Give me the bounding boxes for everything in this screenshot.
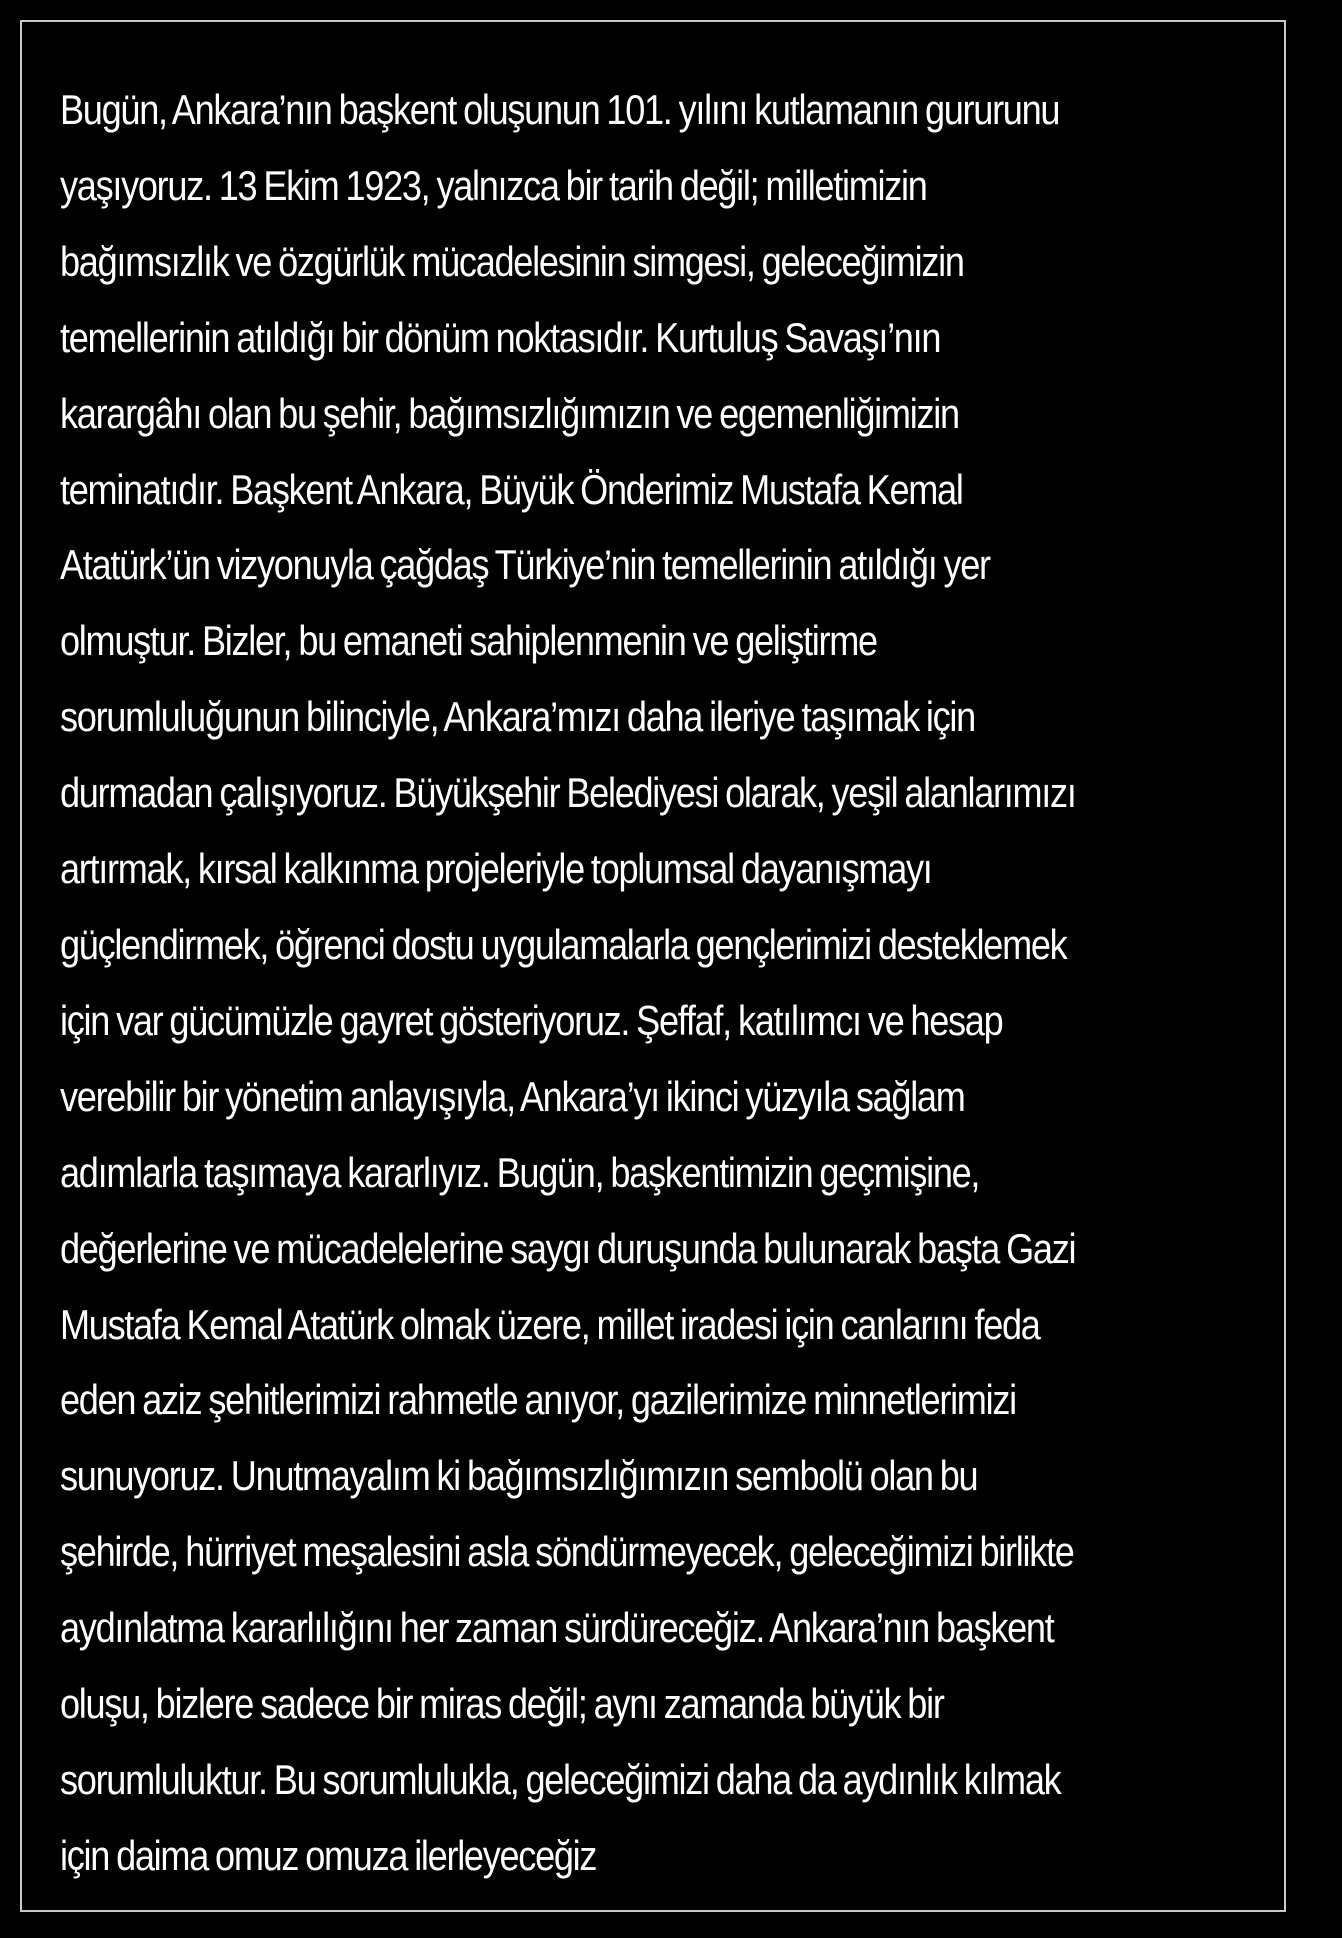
text-line: Atatürk’ün vizyonuyla çağdaş Türkiye’nin temellerinin atıldığı yer xyxy=(60,541,990,589)
text-line: aydınlatma kararlılığını her zaman sürdüreceğiz. Ankara’nın başkent xyxy=(60,1604,1054,1652)
text-line: sunuyoruz. Unutmayalım ki bağımsızlığımızın sembolü olan bu xyxy=(60,1452,978,1500)
text-line: Mustafa Kemal Atatürk olmak üzere, millet iradesi için canlarını feda xyxy=(60,1300,1040,1348)
text-line: Bugün, Ankara’nın başkent oluşunun 101. yılını kutlamanın gururunu xyxy=(60,86,1060,133)
text-line: sorumluluktur. Bu sorumlulukla, geleceğimizi daha da aydınlık kılmak xyxy=(60,1755,1061,1803)
statement-body xyxy=(60,72,1109,1894)
text-line: sorumluluğunun bilinciyle, Ankara’mızı daha ileriye taşımak için xyxy=(60,693,975,741)
text-line: değerlerine ve mücadelelerine saygı duruşunda bulunarak başta Gazi xyxy=(60,1224,1076,1272)
text-line: durmadan çalışıyoruz. Büyükşehir Belediyesi olarak, yeşil alanlarımızı xyxy=(60,769,1076,817)
text-line: artırmak, kırsal kalkınma projeleriyle toplumsal dayanışmayı xyxy=(60,845,932,893)
text-line: temellerinin atıldığı bir dönüm noktasıdır. Kurtuluş Savaşı’nın xyxy=(60,313,941,361)
text-line: oluşu, bizlere sadece bir miras değil; aynı zamanda büyük bir xyxy=(60,1680,944,1728)
text-line: karargâhı olan bu şehir, bağımsızlığımızın ve egemenliğimizin xyxy=(60,389,959,437)
text-line: güçlendirmek, öğrenci dostu uygulamalarla gençlerimizi desteklemek xyxy=(60,920,1067,968)
text-line: adımlarla taşımaya kararlıyız. Bugün, başkentimizin geçmişine, xyxy=(60,1148,980,1196)
text-line: olmuştur. Bizler, bu emaneti sahiplenmenin ve geliştirme xyxy=(60,617,877,665)
text-line: için daima omuz omuza ilerleyeceğiz xyxy=(60,1831,597,1879)
text-line: bağımsızlık ve özgürlük mücadelesinin simgesi, geleceğimizin xyxy=(60,237,964,285)
text-line: yaşıyoruz. 13 Ekim 1923, yalnızca bir tarih değil; milletimizin xyxy=(60,161,927,209)
text-line: teminatıdır. Başkent Ankara, Büyük Önderimiz Mustafa Kemal xyxy=(60,465,963,513)
text-line: eden aziz şehitlerimizi rahmetle anıyor, gazilerimize minnetlerimizi xyxy=(60,1376,1016,1424)
text-line: verebilir bir yönetim anlayışıyla, Ankara’yı ikinci yüzyıla sağlam xyxy=(60,1072,965,1120)
text-line: için var gücümüzle gayret gösteriyoruz. Şeffaf, katılımcı ve hesap xyxy=(60,996,1003,1044)
text-line: şehirde, hürriyet meşalesini asla söndürmeyecek, geleceğimizi birlikte xyxy=(60,1528,1074,1576)
